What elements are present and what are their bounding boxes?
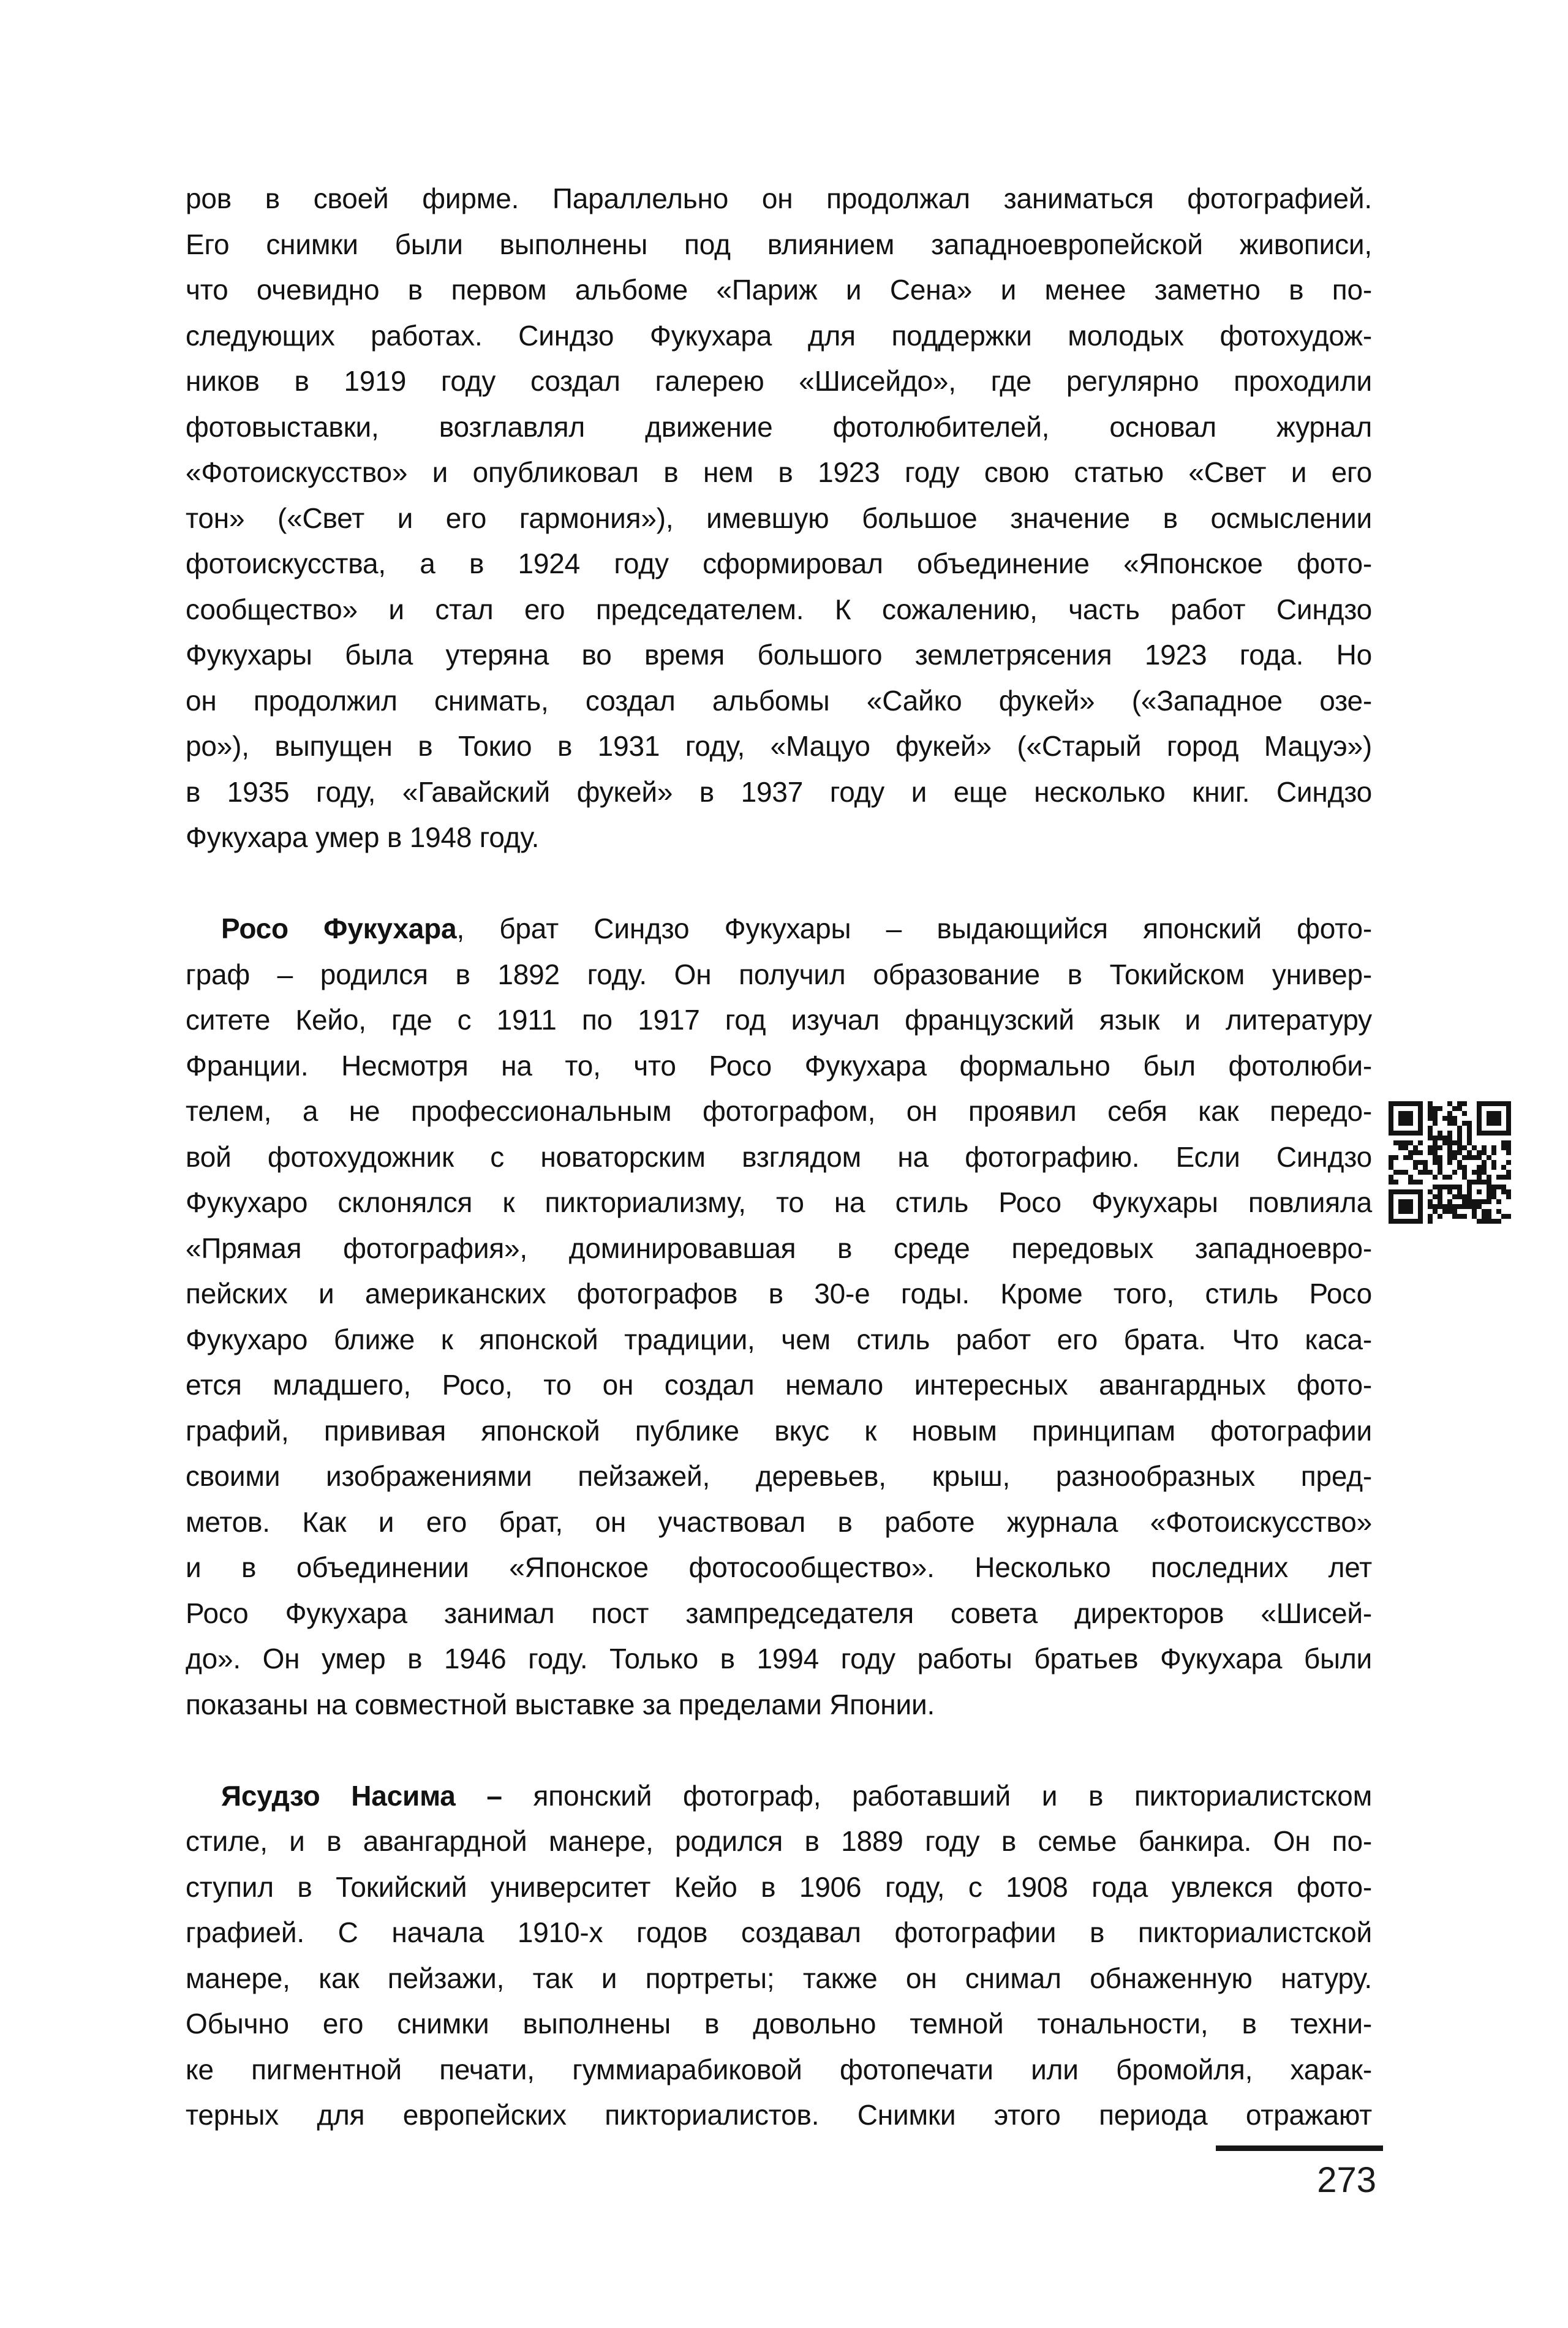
text-line: ров в своей фирме. Параллельно он продолжал заниматься фотографией. [186,183,1372,214]
text-line: Росо Фукухара занимал пост зампредседателя совета директоров «Шисей- [186,1597,1372,1629]
paragraph [186,176,1372,861]
text-line: Ясудзо Насима – японский фотограф, работавший и в пикториалистском [221,1779,1372,1812]
text-line: сообщество» и стал его председателем. К сожалению, часть работ Синдзо [186,593,1372,625]
bold-lead: Росо Фукухара [221,913,457,944]
text-line: и в объединении «Японское фотосообщество». Несколько последних лет [186,1551,1372,1583]
text-line: в 1935 году, «Гавайский фукей» в 1937 году и еще несколько книг. Синдзо [186,775,1372,808]
paragraph-break [186,1727,1372,1773]
text-line: телем, а не профессиональным фотографом, он проявил себя как передо- [186,1095,1372,1127]
bold-lead: Ясудзо Насима – [221,1779,502,1812]
text-line: следующих работах. Синдзо Фукухара для поддержки молодых фотохудож- [186,319,1372,352]
text-line: графий, прививая японской публике вкус к новым принципам фотографии [186,1414,1372,1447]
text-line: ситете Кейо, где с 1911 по 1917 год изучал французский язык и литературу [186,1004,1372,1036]
text-line: Франции. Несмотря на то, что Росо Фукухара формально был фотолюби- [186,1049,1372,1082]
qr-code-graphic [1389,1101,1511,1224]
text-line: «Фотоискусство» и опубликовал в нем в 1923 году свою статью «Свет и его [186,456,1372,488]
text-line: фотоискусства, а в 1924 году сформировал объединение «Японское фото- [186,548,1372,579]
text-line: ке пигментной печати, гуммиарабиковой фотопечати или бромойля, харак- [186,2053,1372,2085]
text-block [186,176,1372,2138]
text-line: Росо Фукухара, брат Синдзо Фукухары – выдающийся японский фото- [221,913,1372,944]
text-line: Фукухаро склонялся к пикториализму, то на стиль Росо Фукухары повлияла [186,1186,1372,1218]
paragraph-break [186,861,1372,906]
text-line: ро»), выпущен в Токио в 1931 году, «Мацуо фукей» («Старый город Мацуэ») [186,730,1372,762]
text-line: графией. С начала 1910-х годов создавал фотографии в пикториалистской [186,1916,1372,1948]
page-number: 273 [1317,2160,1376,2200]
footer-rule [1216,2145,1383,2151]
text-line: до». Он умер в 1946 году. Только в 1994 году работы братьев Фукухара были [186,1643,1372,1674]
text-line: что очевидно в первом альбоме «Париж и Сена» и менее заметно в по- [186,274,1372,306]
text-line: граф – родился в 1892 году. Он получил образование в Токийском универ- [186,958,1372,990]
text-line: тон» («Свет и его гармония»), имевшую большое значение в осмыслении [186,502,1372,534]
paragraph [186,1773,1372,2138]
text-line: стиле, и в авангардной манере, родился в 1889 году в семье банкира. Он по- [186,1825,1372,1857]
text-line: ступил в Токийский университет Кейо в 1906 году, с 1908 года увлекся фото- [186,1870,1372,1903]
text-line: Обычно его снимки выполнены в довольно темной тональности, в техни- [186,2008,1372,2040]
text-line: вой фотохудожник с новаторским взглядом на фотографию. Если Синдзо [186,1140,1372,1173]
text-line: он продолжил снимать, создал альбомы «Сайко фукей» («Западное озе- [186,684,1372,717]
text-line: своими изображениями пейзажей, деревьев, крыш, разнообразных пред- [186,1460,1372,1492]
text-line: манере, как пейзажи, так и портреты; также он снимал обнаженную натуру. [186,1962,1372,1994]
text-line: «Прямая фотография», доминировавшая в среде передовых западноевро- [186,1232,1372,1264]
text-line: Фукухара умер в 1948 году. [186,821,540,853]
text-line: метов. Как и его брат, он участвовал в работе журнала «Фотоискусство» [186,1505,1372,1538]
text-line: фотовыставки, возглавлял движение фотолюбителей, основал журнал [186,410,1372,443]
text-line: Его снимки были выполнены под влиянием западноевропейской живописи, [186,228,1372,260]
text-line: показаны на совместной выставке за пределами Японии. [186,1688,935,1720]
text-line: терных для европейских пикториалистов. Снимки этого периода отражают [186,2099,1372,2131]
text-line: пейских и американских фотографов в 30-е годы. Кроме того, стиль Росо [186,1278,1372,1309]
text-line: Фукухары была утеряна во время большого землетрясения 1923 года. Но [186,639,1372,671]
text-line: ется младшего, Росо, то он создал немало интересных авангардных фото- [186,1369,1372,1401]
qr-code [1389,1101,1511,1224]
text-line: Фукухаро ближе к японской традиции, чем стиль работ его брата. Что каса- [186,1323,1372,1355]
paragraph [186,906,1372,1727]
text-line: ников в 1919 году создал галерею «Шисейдо», где регулярно проходили [186,365,1372,397]
